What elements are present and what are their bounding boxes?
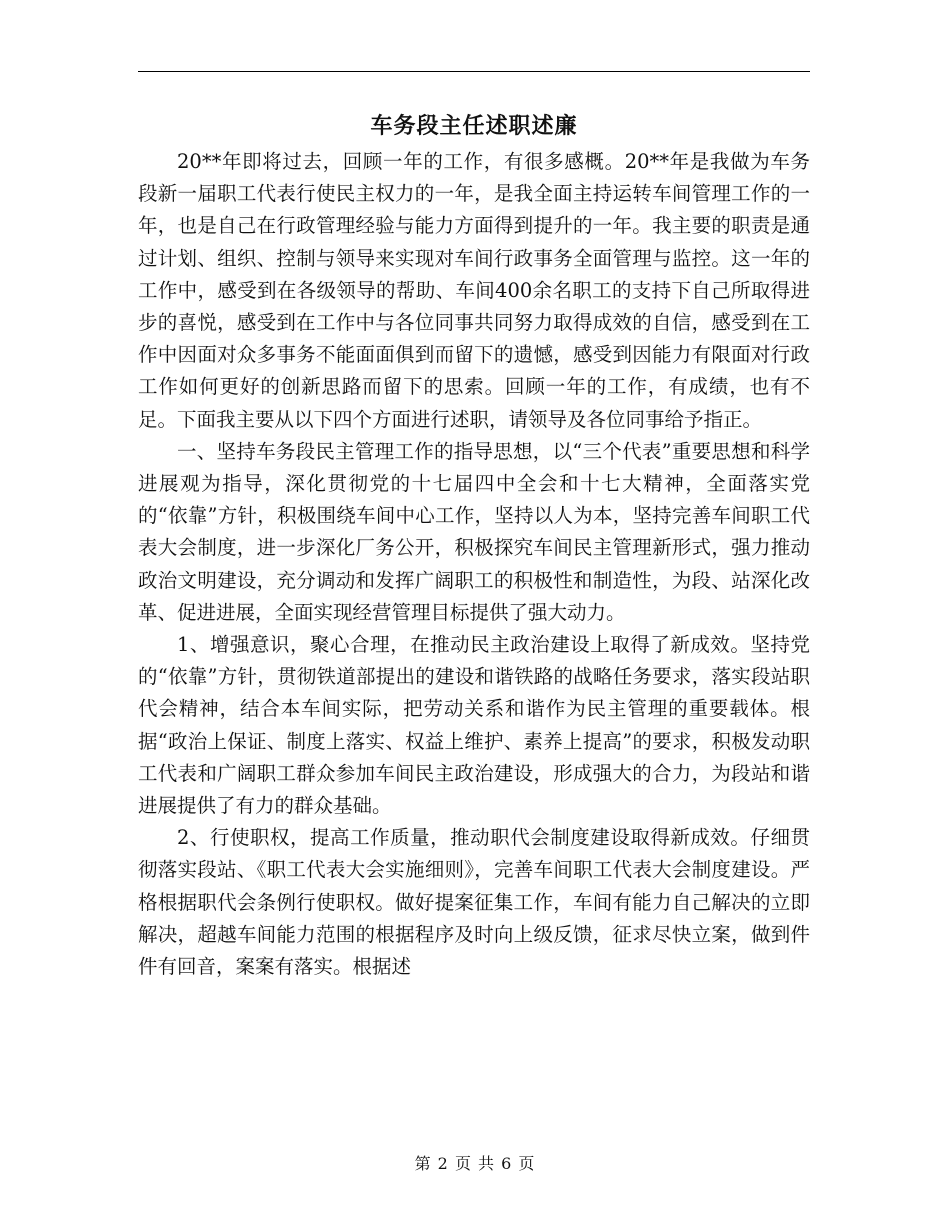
paragraph-item-two: 2、行使职权，提高工作质量，推动职代会制度建设取得新成效。仔细贯彻落实段站、《职工代表大会实施细则》，完善车间职工代表大会制度建设。严格根据职代会条例行使职权。做好提案征集工作，车间有能力自己解决的立即解决，超越车间能力范围的根据程序及时向上级反馈，征求尽快立案，做到件件有回音，案案有落实。根据述 — [138, 826, 810, 979]
paragraph-intro: 20**年即将过去，回顾一年的工作，有很多感概。20**年是我做为车务段新一届职工代表行使民主权力的一年，是我全面主持运转车间管理工作的一年，也是自己在行政管理经验与能力方面得到提升的一年。我主要的职责是通过计划、组织、控制与领导来实现对车间行政事务全面管理与监控。这一年的工作中，感受到在各级领导的帮助、车间400余名职工的支持下自己所取得进步的喜悦，感受到在工作中与各位同事共同努力取得成效的自信，感受到在工作中因面对众多事务不能面面俱到而留下的遗憾，感受到因能力有限面对行政工作如何更好的创新思路而留下的思索。回顾一年的工作，有成绩，也有不足。下面我主要从以下四个方面进行述职，请领导及各位同事给予指正。 — [138, 150, 810, 431]
paragraph-item-one: 1、增强意识，聚心合理，在推动民主政治建设上取得了新成效。坚持党的“依靠”方针，贯彻铁道部提出的建设和谐铁路的战略任务要求，落实段站职代会精神，结合本车间实际，把劳动关系和谐作为民主管理的重要载体。根据“政治上保证、制度上落实、权益上维护、素养上提高”的要求，积极发动职工代表和广阔职工群众参加车间民主政治建设，形成强大的合力，为段站和谐进展提供了有力的群众基础。 — [138, 633, 810, 818]
document-title: 车务段主任述职述廉 — [370, 113, 578, 139]
document-body — [138, 146, 810, 983]
page-number-footer: 第 2 页 共 6 页 — [414, 1154, 536, 1173]
paragraph-section-one: 一、坚持车务段民主管理工作的指导思想，以“三个代表”重要思想和科学进展观为指导，深化贯彻党的十七届四中全会和十七大精神，全面落实党的“依靠”方针，积极围绕车间中心工作，坚持以人为本，坚持完善车间职工代表大会制度，进一步深化厂务公开，积极探究车间民主管理新形式，强力推动政治文明建设，充分调动和发挥广阔职工的积极性和制造性，为段、站深化改革、促进进展，全面实现经营管理目标提供了强大动力。 — [138, 439, 810, 624]
header-rule — [138, 71, 810, 72]
